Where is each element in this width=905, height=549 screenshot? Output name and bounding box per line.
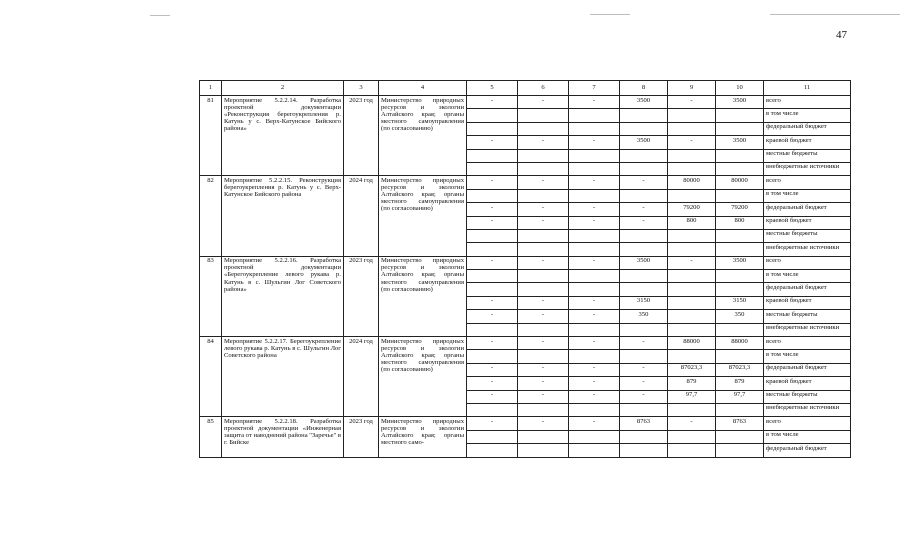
amount-cell: [620, 270, 668, 283]
funding-source-label: всего: [764, 96, 851, 109]
amount-cell: [569, 122, 620, 135]
amount-cell: [716, 430, 764, 443]
funding-source-label: всего: [764, 176, 851, 189]
amount-cell: [716, 149, 764, 162]
funding-source-label: федеральный бюджет: [764, 363, 851, 376]
amount-cell: -: [620, 363, 668, 376]
amount-cell: [518, 189, 569, 202]
amount-cell: -: [569, 96, 620, 109]
column-header: 3: [344, 81, 379, 96]
funding-source-label: федеральный бюджет: [764, 203, 851, 216]
funding-source-label: в том числе: [764, 430, 851, 443]
amount-cell: 879: [668, 377, 716, 390]
amount-cell: [518, 323, 569, 336]
amount-cell: -: [518, 216, 569, 229]
amount-cell: [716, 403, 764, 416]
amount-cell: -: [569, 216, 620, 229]
amount-cell: -: [467, 377, 518, 390]
table-row: [200, 256, 851, 269]
activity-executor: Министерство природных ресурсов и экологии Алтайского края; органы местного самоуправления (по согласованию): [379, 256, 467, 336]
amount-cell: -: [467, 256, 518, 269]
funding-source-label: краевой бюджет: [764, 377, 851, 390]
amount-cell: -: [518, 377, 569, 390]
amount-cell: [620, 283, 668, 296]
amount-cell: [518, 270, 569, 283]
amount-cell: 88000: [716, 337, 764, 350]
amount-cell: [620, 122, 668, 135]
amount-cell: -: [620, 203, 668, 216]
amount-cell: -: [569, 296, 620, 309]
amount-cell: [668, 444, 716, 457]
amount-cell: -: [518, 310, 569, 323]
amount-cell: [668, 122, 716, 135]
funding-source-label: всего: [764, 417, 851, 430]
funding-source-label: местные бюджеты: [764, 149, 851, 162]
amount-cell: 80000: [716, 176, 764, 189]
amount-cell: -: [467, 363, 518, 376]
column-header: 4: [379, 81, 467, 96]
funding-source-label: внебюджетные источники: [764, 243, 851, 256]
amount-cell: [716, 243, 764, 256]
amount-cell: -: [569, 310, 620, 323]
amount-cell: -: [467, 176, 518, 189]
amount-cell: [716, 270, 764, 283]
amount-cell: [569, 350, 620, 363]
amount-cell: 80000: [668, 176, 716, 189]
amount-cell: [716, 323, 764, 336]
activity-year: 2024 год: [344, 337, 379, 417]
amount-cell: [668, 283, 716, 296]
amount-cell: [620, 243, 668, 256]
amount-cell: -: [518, 390, 569, 403]
amount-cell: [518, 109, 569, 122]
amount-cell: [569, 270, 620, 283]
amount-cell: -: [620, 216, 668, 229]
amount-cell: [518, 283, 569, 296]
funding-source-label: местные бюджеты: [764, 390, 851, 403]
amount-cell: [716, 350, 764, 363]
row-number: 82: [200, 176, 222, 256]
amount-cell: [668, 229, 716, 242]
activity-name: Мероприятие 5.2.2.17. Берегоукрепление левого рукава р. Катунь в с. Шульгин Лог Советского района: [222, 337, 344, 417]
activity-year: 2023 год: [344, 256, 379, 336]
amount-cell: [716, 109, 764, 122]
amount-cell: 97,7: [716, 390, 764, 403]
amount-cell: 79200: [716, 203, 764, 216]
column-header: 9: [668, 81, 716, 96]
amount-cell: [467, 323, 518, 336]
amount-cell: -: [620, 337, 668, 350]
amount-cell: [668, 323, 716, 336]
amount-cell: -: [569, 203, 620, 216]
activity-executor: Министерство природных ресурсов и экологии Алтайского края; органы местного само-: [379, 417, 467, 457]
amount-cell: -: [668, 417, 716, 430]
amount-cell: [668, 189, 716, 202]
amount-cell: [716, 189, 764, 202]
amount-cell: [467, 122, 518, 135]
amount-cell: 3500: [716, 136, 764, 149]
amount-cell: 3150: [716, 296, 764, 309]
amount-cell: [668, 403, 716, 416]
amount-cell: [467, 189, 518, 202]
activity-name: Мероприятие 5.2.2.18. Разработка проектной документации «Инженерная защита от наводнений района "Заречье" в г. Бийске: [222, 417, 344, 457]
amount-cell: [518, 229, 569, 242]
table-header-row: [200, 81, 851, 96]
amount-cell: [620, 162, 668, 175]
funding-source-label: всего: [764, 337, 851, 350]
amount-cell: [467, 109, 518, 122]
amount-cell: [569, 403, 620, 416]
amount-cell: -: [668, 256, 716, 269]
amount-cell: 879: [716, 377, 764, 390]
funding-source-label: внебюджетные источники: [764, 162, 851, 175]
row-number: 83: [200, 256, 222, 336]
amount-cell: [569, 149, 620, 162]
amount-cell: [467, 444, 518, 457]
amount-cell: -: [518, 256, 569, 269]
budget-table: [199, 80, 851, 458]
funding-source-label: местные бюджеты: [764, 310, 851, 323]
amount-cell: [620, 229, 668, 242]
amount-cell: [467, 229, 518, 242]
amount-cell: [668, 296, 716, 309]
table-row: [200, 176, 851, 189]
activity-executor: Министерство природных ресурсов и экологии Алтайского края; органы местного самоуправления (по согласованию): [379, 96, 467, 176]
funding-source-label: федеральный бюджет: [764, 122, 851, 135]
amount-cell: [467, 162, 518, 175]
funding-source-label: местные бюджеты: [764, 229, 851, 242]
amount-cell: 800: [668, 216, 716, 229]
activity-name: Мероприятие 5.2.2.14. Разработка проектной документации «Реконструкция берегоукрепления р. Катунь у с. Верх-Катунское Бийского района»: [222, 96, 344, 176]
funding-source-label: в том числе: [764, 109, 851, 122]
funding-source-label: в том числе: [764, 189, 851, 202]
amount-cell: [467, 243, 518, 256]
amount-cell: 87023,3: [668, 363, 716, 376]
amount-cell: [716, 122, 764, 135]
activity-year: 2024 год: [344, 176, 379, 256]
amount-cell: [620, 444, 668, 457]
amount-cell: [518, 149, 569, 162]
amount-cell: -: [518, 417, 569, 430]
amount-cell: -: [467, 310, 518, 323]
amount-cell: -: [467, 296, 518, 309]
amount-cell: [668, 149, 716, 162]
amount-cell: [716, 162, 764, 175]
amount-cell: 79200: [668, 203, 716, 216]
funding-source-label: краевой бюджет: [764, 216, 851, 229]
amount-cell: 87023,3: [716, 363, 764, 376]
amount-cell: [716, 283, 764, 296]
amount-cell: [569, 243, 620, 256]
row-number: 81: [200, 96, 222, 176]
amount-cell: 350: [620, 310, 668, 323]
amount-cell: [620, 109, 668, 122]
column-header: 5: [467, 81, 518, 96]
amount-cell: [569, 444, 620, 457]
column-header: 11: [764, 81, 851, 96]
amount-cell: -: [569, 363, 620, 376]
amount-cell: [668, 162, 716, 175]
amount-cell: [569, 283, 620, 296]
amount-cell: [569, 323, 620, 336]
amount-cell: -: [518, 363, 569, 376]
funding-source-label: краевой бюджет: [764, 136, 851, 149]
amount-cell: 8763: [620, 417, 668, 430]
amount-cell: [518, 122, 569, 135]
amount-cell: -: [467, 203, 518, 216]
amount-cell: 3500: [716, 96, 764, 109]
amount-cell: [569, 109, 620, 122]
amount-cell: [668, 430, 716, 443]
row-number: 85: [200, 417, 222, 457]
column-header: 1: [200, 81, 222, 96]
column-header: 2: [222, 81, 344, 96]
column-header: 7: [569, 81, 620, 96]
table-row: [200, 96, 851, 109]
funding-source-label: внебюджетные источники: [764, 323, 851, 336]
column-header: 6: [518, 81, 569, 96]
funding-source-label: в том числе: [764, 270, 851, 283]
amount-cell: [569, 430, 620, 443]
amount-cell: -: [518, 136, 569, 149]
amount-cell: [668, 350, 716, 363]
funding-source-label: федеральный бюджет: [764, 283, 851, 296]
amount-cell: [620, 189, 668, 202]
amount-cell: [467, 149, 518, 162]
table-body: [200, 96, 851, 458]
amount-cell: [467, 403, 518, 416]
amount-cell: [668, 109, 716, 122]
amount-cell: 88000: [668, 337, 716, 350]
amount-cell: -: [467, 417, 518, 430]
amount-cell: -: [467, 337, 518, 350]
activity-executor: Министерство природных ресурсов и экологии Алтайского края; органы местного самоуправления (по согласованию): [379, 337, 467, 417]
amount-cell: [620, 350, 668, 363]
amount-cell: [467, 350, 518, 363]
amount-cell: [716, 229, 764, 242]
amount-cell: -: [620, 390, 668, 403]
amount-cell: [668, 270, 716, 283]
funding-source-label: в том числе: [764, 350, 851, 363]
funding-source-label: всего: [764, 256, 851, 269]
amount-cell: -: [518, 96, 569, 109]
activity-name: Мероприятие 5.2.2.15. Реконструкция берегоукрепления р. Катунь у с. Верх-Катунское Бийского района: [222, 176, 344, 256]
amount-cell: [569, 162, 620, 175]
funding-source-label: краевой бюджет: [764, 296, 851, 309]
scan-artifact-line: [590, 14, 630, 15]
amount-cell: 3500: [620, 256, 668, 269]
amount-cell: [518, 350, 569, 363]
funding-source-label: федеральный бюджет: [764, 444, 851, 457]
amount-cell: [518, 444, 569, 457]
amount-cell: [620, 149, 668, 162]
amount-cell: -: [518, 296, 569, 309]
amount-cell: -: [620, 377, 668, 390]
scan-artifact-line: [150, 15, 170, 16]
amount-cell: 8763: [716, 417, 764, 430]
funding-source-label: внебюджетные источники: [764, 403, 851, 416]
amount-cell: [467, 430, 518, 443]
amount-cell: [620, 430, 668, 443]
amount-cell: -: [668, 136, 716, 149]
amount-cell: -: [569, 377, 620, 390]
activity-executor: Министерство природных ресурсов и экологии Алтайского края; органы местного самоуправления (по согласованию): [379, 176, 467, 256]
amount-cell: [518, 162, 569, 175]
amount-cell: [467, 283, 518, 296]
amount-cell: -: [569, 417, 620, 430]
activity-year: 2023 год: [344, 417, 379, 457]
amount-cell: -: [668, 96, 716, 109]
amount-cell: 800: [716, 216, 764, 229]
amount-cell: -: [518, 337, 569, 350]
amount-cell: -: [569, 337, 620, 350]
column-header: 8: [620, 81, 668, 96]
amount-cell: -: [518, 203, 569, 216]
amount-cell: [620, 323, 668, 336]
amount-cell: 97,7: [668, 390, 716, 403]
column-header: 10: [716, 81, 764, 96]
page-number: 47: [836, 29, 847, 41]
table-row: [200, 417, 851, 430]
amount-cell: -: [569, 390, 620, 403]
amount-cell: [518, 430, 569, 443]
amount-cell: -: [467, 136, 518, 149]
amount-cell: 350: [716, 310, 764, 323]
amount-cell: [518, 403, 569, 416]
amount-cell: [668, 243, 716, 256]
amount-cell: [620, 403, 668, 416]
activity-name: Мероприятие 5.2.2.16. Разработка проектной документации «Берегоукрепление левого рукава р. Катунь в с. Шульгин Лог Советского района»: [222, 256, 344, 336]
amount-cell: -: [518, 176, 569, 189]
amount-cell: -: [467, 216, 518, 229]
activity-year: 2023 год: [344, 96, 379, 176]
amount-cell: -: [467, 96, 518, 109]
amount-cell: 3500: [620, 136, 668, 149]
amount-cell: -: [620, 176, 668, 189]
amount-cell: [467, 270, 518, 283]
amount-cell: [569, 189, 620, 202]
amount-cell: -: [467, 390, 518, 403]
amount-cell: -: [569, 136, 620, 149]
amount-cell: 3500: [716, 256, 764, 269]
amount-cell: [716, 444, 764, 457]
row-number: 84: [200, 337, 222, 417]
scan-artifact-line: [770, 14, 900, 15]
amount-cell: [569, 229, 620, 242]
amount-cell: -: [569, 176, 620, 189]
amount-cell: [518, 243, 569, 256]
amount-cell: [668, 310, 716, 323]
amount-cell: 3500: [620, 96, 668, 109]
table-row: [200, 337, 851, 350]
amount-cell: -: [569, 256, 620, 269]
amount-cell: 3150: [620, 296, 668, 309]
